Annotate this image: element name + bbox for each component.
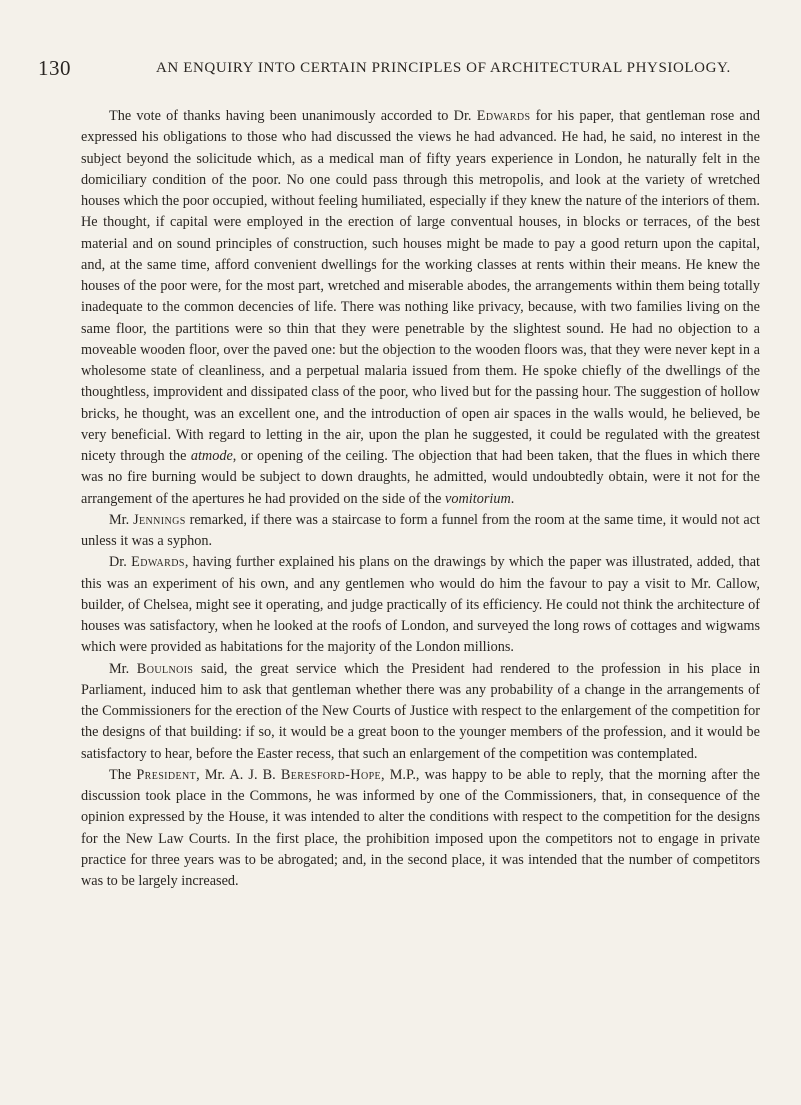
paragraph-president: The President, Mr. A. J. B. Beresford-Hope, M.P., was happy to be able to reply, that the morning after the discussion took place in the Commons, he was informed by one of the Commissioners, that, in consequence of the opinion expressed by the House, it was intended to alter the conditions with respect to the competition for the designs for the New Law Courts. In the first place, the prohibition imposed upon the competitors not to engage in private practice for three years was to be abrogated; and, in the second place, it was intended that the number of competitors was to be largely increased.: [81, 766, 761, 889]
italic-term: atmode: [190, 448, 233, 464]
speaker-name: Jennings: [133, 511, 186, 528]
paragraph-boulnois: Mr. Boulnois said, the great service which the President had rendered to the profession in his place in Parliament, induced him to ask that gentleman whether there was any probability of a change in the arrangements of the Commissioners for the erection of the New Courts of Justice with respect to the enlargement of the competition for the designs of that building: if so, it would be a great boon to the younger members of the profession, and it would be satisfactory to hear, before the Easter recess, that such an enlargement of the competition was contemplated.: [81, 660, 760, 762]
speaker-name: Edwards: [476, 108, 531, 124]
speaker-name: Boulnois: [136, 660, 194, 677]
italic-term: vomitorium: [445, 490, 511, 507]
speaker-name: Beresford-Hope: [280, 766, 382, 783]
paragraph-edwards-further: Dr. Edwards, having further explained his plans on the drawings by which the paper was illustrated, added, that this was an experiment of his own, and any gentlemen who would do him the favour to pay a visit to Mr. Callow, builder, of Chelsea, might see it operating, and judge practically of its efficiency. He could not think the architecture of houses was satisfactory, when he looked at the roofs of London, and surveyed the long rows of cottages and wigwams which were provided as habitations for the majority of the London millions.: [81, 554, 761, 656]
speaker-name: President: [136, 766, 197, 783]
running-title: AN ENQUIRY INTO CERTAIN PRINCIPLES OF ARCHITECTURAL PHYSIOLOGY.: [156, 60, 731, 76]
paragraph-edwards-reply: The vote of thanks having been unanimously accorded to Dr. Edwards for his paper, that gentleman rose and expressed his obligations to those who had discussed the views he had advanced. He had, he said, no interest in the subject beyond the solicitude which, as a medical man of fifty years experience in London, he naturally felt in the domiciliary condition of the poor. No one could pass through this metropolis, and look at the variety of wretched houses which the poor occupied, without feeling humiliated, especially if they knew the nature of the interiors of them. He thought, if capital were employed in the erection of large conventual houses, in blocks or terraces, of the best material and on sound principles of construction, such houses might be made to pay a good return upon the capital, and, at the same time, afford convenient dwellings for the working classes at rents within their means. He knew the houses of the poor were, for the most part, wretched and miserable abodes, the arrangements within them being totally inadequate to the common decencies of life. There was nothing like privacy, because, with two families living on the same floor, the partitions were so thin that they were penetrable by the slightest sound. He had no objection to a moveable wooden floor, over the paved one: but the objection to the wooden floors was, that they were never kept in a wholesome state of cleanliness, and a perpetual malaria issued from them. He spoke chiefly of the dwellings of the thoughtless, improvident and dissipated class of the poor, who lived but for the passing hour. The suggestion of hollow bricks, he thought, was an excellent one, and the introduction of open air spaces in the walls would, he believed, be very beneficial. With regard to letting in the air, upon the plan he suggested, it could be regulated with the greatest nicety through the atmode, or opening of the ceiling. The objection that had been taken, that the flues in which there was no fire burning would be subject to down draughts, he admitted, would undoubtedly obtain, were it not for the arrangement of the apertures he had provided on the side of the vomitorium.: [81, 108, 760, 507]
speaker-name: Edwards: [131, 554, 185, 571]
paragraph-jennings: Mr. Jennings remarked, if there was a staircase to form a funnel from the room at the same time, it would not act unless it was a syphon.: [81, 511, 760, 549]
page-number: 130: [38, 56, 71, 80]
body-text: [81, 106, 760, 892]
page-header: [38, 56, 778, 82]
